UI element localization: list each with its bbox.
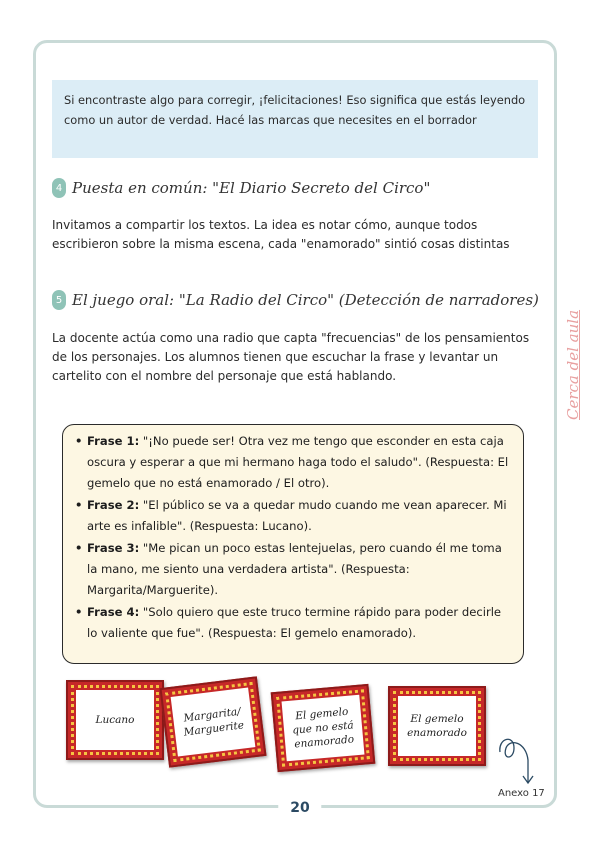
name-card-gemelo-no-enamorado [271, 684, 376, 772]
card-label: Lucano [76, 690, 154, 750]
phrase-item: • Frase 4: "Solo quiero que este truco termine rápido para poder decirle lo valiente que fue". (Respuesta: El gemelo enamorado). [87, 602, 509, 644]
section-5-heading [52, 290, 539, 310]
page-number: 20 [278, 800, 321, 816]
tip-box: Si encontraste algo para corregir, ¡felicitaciones! Eso significa que estás leyendo como un autor de verdad. Hacé las marcas que necesites en el borrador [52, 80, 538, 158]
name-card-gemelo-enamorado [388, 686, 486, 766]
section-4-badge: 4 [52, 178, 66, 198]
name-card-lucano [66, 680, 164, 760]
section-5-text: La docente actúa como una radio que capta "frecuencias" de los pensamientos de los personajes. Los alumnos tienen que escuchar la frase y levantar un cartelito con el nombre del personaje que está hablando. [52, 331, 530, 383]
section-4-heading [52, 178, 430, 198]
section-4-text: Invitamos a compartir los textos. La idea es notar cómo, aunque todos escribieron sobre la misma escena, cada "enamorado" sintió cosas distintas [52, 218, 510, 251]
card-label: El gemelo enamorado [398, 696, 476, 756]
phrases-box [62, 424, 524, 664]
section-5-title: El juego oral: "La Radio del Circo" (Detección de narradores) [72, 291, 539, 309]
phrase-item: • Frase 3: "Me pican un poco estas lentejuelas, pero cuando él me toma la mano, me siento una verdadera artista". (Respuesta: Margarita/Marguerite). [87, 538, 509, 601]
card-label: Margarita/ Marguerite [171, 687, 256, 756]
side-tag: Cerca del aula [564, 309, 582, 420]
section-4-title: Puesta en común: "El Diario Secreto del Circo" [72, 179, 431, 197]
phrase-item: • Frase 2: "El público se va a quedar mudo cuando me vean aparecer. Mi arte es infalible". (Respuesta: Lucano). [87, 495, 509, 537]
phrase-item: • Frase 1: "¡No puede ser! Otra vez me tengo que esconder en esta caja oscura y esperar a que mi hermano haga todo el saludo". (Respuesta: El gemelo que no está enamorado / El otro). [87, 431, 509, 494]
name-card-margarita [159, 676, 266, 767]
section-5-badge: 5 [52, 290, 66, 310]
curly-arrow-icon [496, 730, 540, 788]
card-label: El gemelo que no está enamorado [282, 695, 365, 762]
phrases-list [87, 431, 509, 644]
annex-label: Anexo 17 [498, 788, 545, 799]
